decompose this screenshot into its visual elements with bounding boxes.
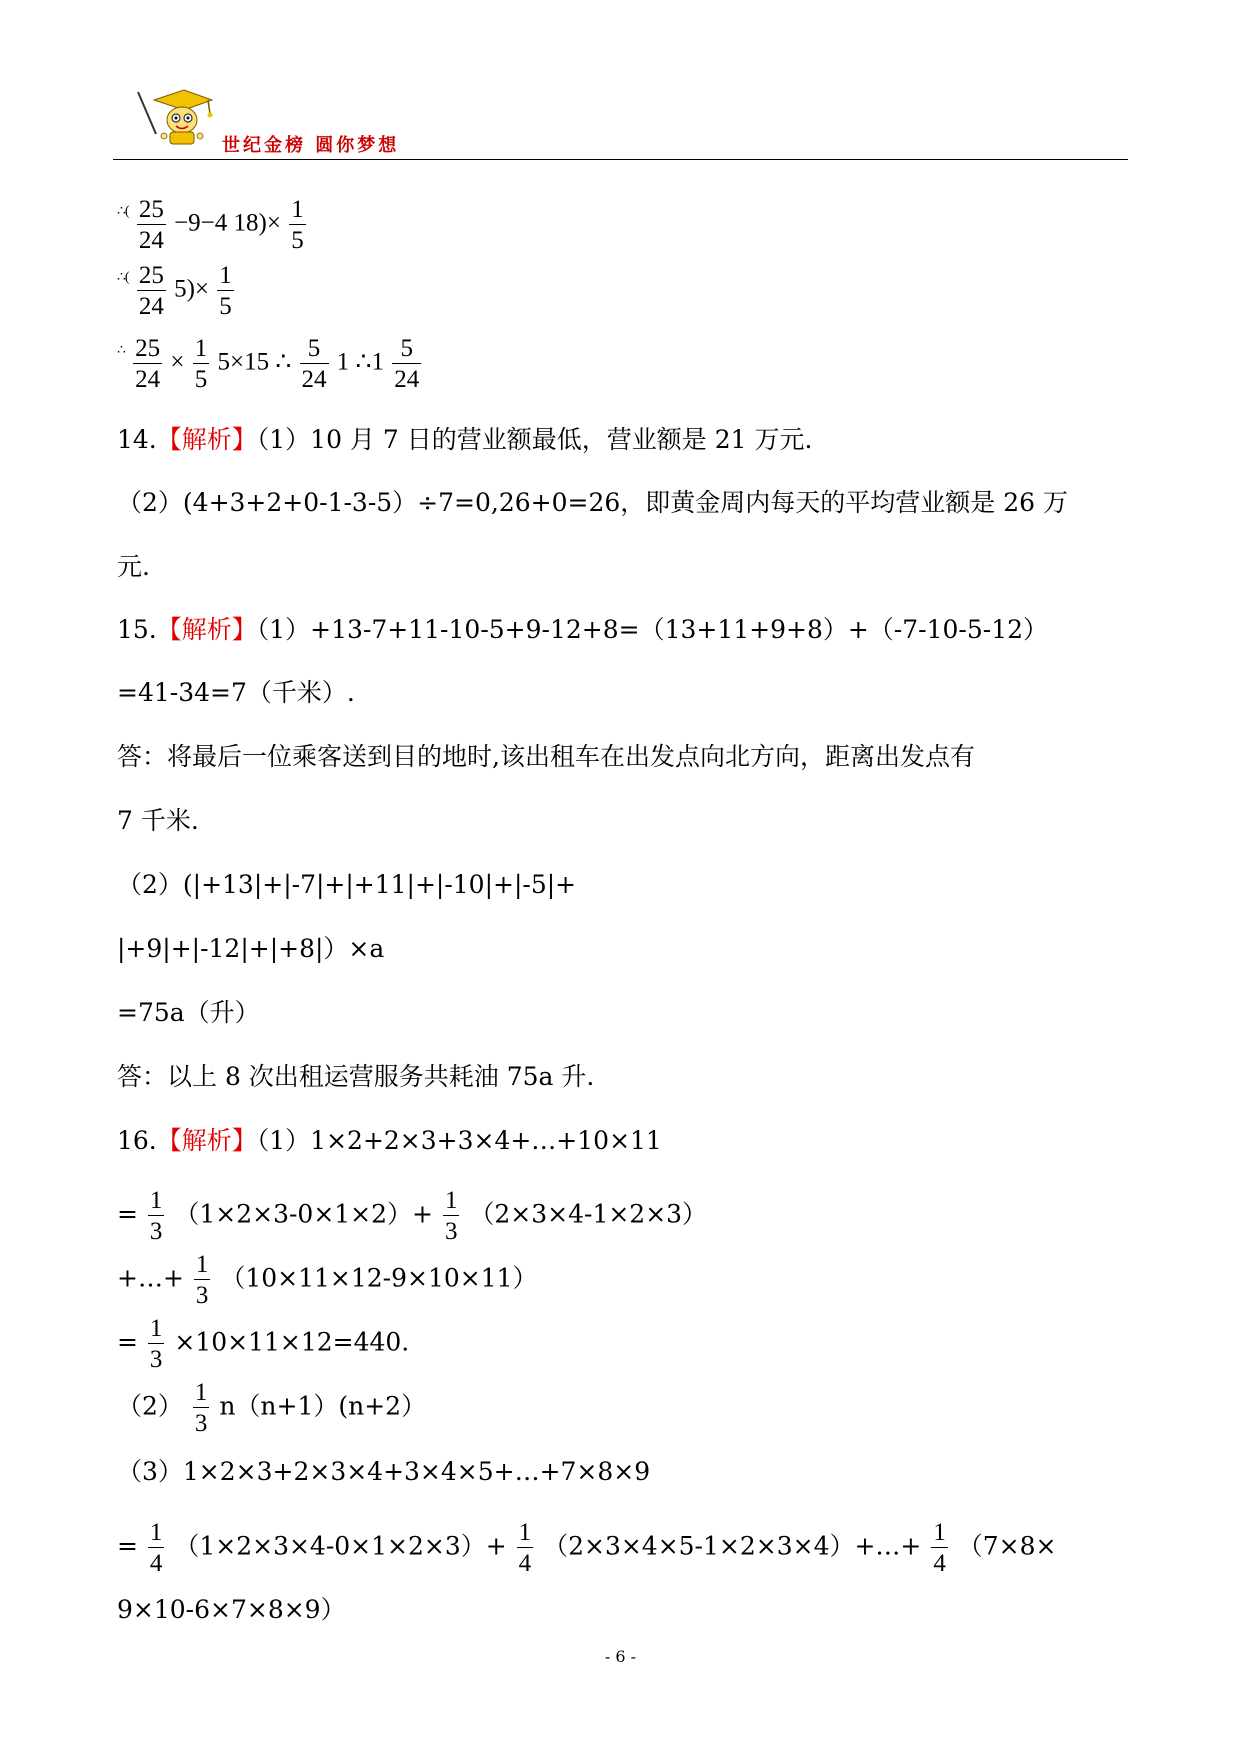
equation-text: −9−4 18)× <box>174 209 281 237</box>
paragraph-text: （1）+13-7+11-10-5+9-12+8=（13+11+9+8）+（-7-10-5-12） <box>256 615 1049 644</box>
paragraph-text: （1）1×2+2×3+3×4+…+10×11 <box>256 1126 662 1155</box>
equation-text: （1×2×3-0×1×2）+ <box>174 1199 433 1229</box>
q16-line-7 <box>117 1520 1057 1576</box>
fraction-one-third: $\frac{1}{3}$ <box>149 1187 163 1245</box>
equation-text: 1 ∴1 <box>336 348 384 376</box>
q14-line-2: （2）(4+3+2+0-1-3-5）÷7=0,26+0=26，即黄金周内每天的平均营业额是 26 万 <box>117 488 1068 517</box>
fraction-one-third: $\frac{1}{3}$ <box>195 1251 209 1309</box>
question-number: 16. <box>117 1126 157 1155</box>
fraction: $\frac{25}{24}$ <box>138 262 164 320</box>
q15-line-8: 答：以上 8 次出租运营服务共耗油 75a 升. <box>117 1062 595 1091</box>
equation-text: n（n+1）(n+2） <box>219 1391 427 1421</box>
fraction-one-third: $\frac{1}{3}$ <box>194 1379 208 1437</box>
fraction-one-quarter: $\frac{1}{4}$ <box>933 1519 946 1577</box>
equation-text: × <box>170 348 185 376</box>
therefore-symbol: ∴( <box>117 270 129 285</box>
header-slogan: 世纪金榜 圆你梦想 <box>222 135 400 156</box>
analysis-tag: 【解析】 <box>156 615 257 644</box>
q15-line-2: =41-34=7（千米）. <box>117 678 355 707</box>
q16-line-2 <box>117 1188 707 1244</box>
q15-line-4: 7 千米. <box>117 806 199 835</box>
therefore-symbol: ∴ <box>117 343 125 358</box>
q14-line-3: 元. <box>117 552 150 581</box>
q15-line-6: |+9|+|-12|+|+8|）×a <box>117 934 385 963</box>
equation-text: （2×3×4-1×2×3） <box>469 1199 708 1229</box>
equation-line-2 <box>117 263 236 319</box>
q16-line-3 <box>117 1252 538 1308</box>
q15-line-5: （2）(|+13|+|-7|+|+11|+|-10|+|-5|+ <box>117 870 577 899</box>
q15-line-7: =75a（升） <box>117 998 260 1027</box>
fraction: $\frac{1}{5}$ <box>291 196 304 254</box>
equals-sign: = <box>117 1531 138 1561</box>
equals-sign: = <box>117 1327 138 1357</box>
equals-sign: = <box>117 1199 138 1229</box>
equation-text: ×10×11×12=440. <box>174 1327 410 1357</box>
equation-text: （10×11×12-9×10×11） <box>220 1263 538 1293</box>
equation-text: 5)× <box>174 275 210 303</box>
equation-text: （2×3×4×5-1×2×3×4）+…+ <box>543 1531 922 1561</box>
q14-line-1 <box>117 425 812 455</box>
fraction: $\frac{25}{24}$ <box>135 335 161 393</box>
page-number: - 6 - <box>604 1647 637 1666</box>
paragraph-text: （1）10 月 7 日的营业额最低，营业额是 21 万元. <box>256 425 813 454</box>
q16-line-4 <box>117 1316 409 1372</box>
equation-text: （2） <box>117 1391 183 1421</box>
equation-text: （7×8× <box>957 1531 1057 1561</box>
fraction: $\frac{25}{24}$ <box>138 196 164 254</box>
fraction: $\frac{5}{24}$ <box>394 335 420 393</box>
fraction: $\frac{1}{5}$ <box>194 335 208 393</box>
equation-line-3 <box>117 336 423 392</box>
q16-line-6: （3）1×2×3+2×3×4+3×4×5+…+7×8×9 <box>117 1457 651 1486</box>
q15-line-3: 答：将最后一位乘客送到目的地时,该出租车在出发点向北方向，距离出发点有 <box>117 742 975 771</box>
analysis-tag: 【解析】 <box>156 425 257 454</box>
fraction: $\frac{5}{24}$ <box>301 335 327 393</box>
question-number: 14. <box>117 425 157 454</box>
q16-line-5 <box>117 1380 426 1436</box>
equation-text: （1×2×3×4-0×1×2×3）+ <box>174 1531 507 1561</box>
fraction-one-third: $\frac{1}{3}$ <box>444 1187 458 1245</box>
analysis-tag: 【解析】 <box>156 1126 257 1155</box>
graduation-cap-mascot-icon <box>134 86 214 148</box>
fraction: $\frac{1}{5}$ <box>219 262 232 320</box>
fraction-one-third: $\frac{1}{3}$ <box>149 1315 163 1373</box>
q15-line-1 <box>117 615 1048 645</box>
equation-line-1 <box>117 197 308 253</box>
equation-text: 5×15 ∴ <box>217 348 292 376</box>
therefore-symbol: ∴( <box>117 204 129 219</box>
fraction-one-quarter: $\frac{1}{4}$ <box>518 1519 532 1577</box>
question-number: 15. <box>117 615 157 644</box>
q16-line-1 <box>117 1126 662 1156</box>
header-rule <box>113 159 1128 160</box>
equation-text: +…+ <box>117 1263 184 1293</box>
q16-line-8: 9×10-6×7×8×9） <box>117 1595 346 1624</box>
fraction-one-quarter: $\frac{1}{4}$ <box>149 1519 163 1577</box>
